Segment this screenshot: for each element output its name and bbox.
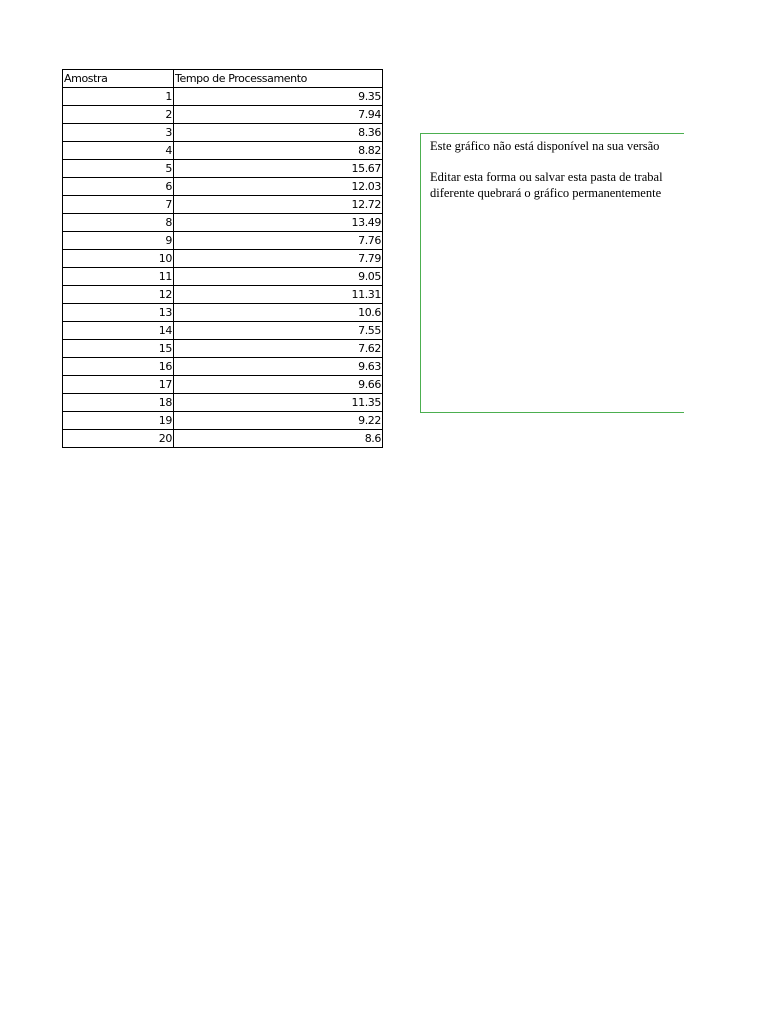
cell-amostra[interactable]: 7 [63,196,174,214]
cell-tempo[interactable]: 15.67 [174,160,383,178]
cell-tempo[interactable]: 10.6 [174,304,383,322]
cell-tempo[interactable]: 9.63 [174,358,383,376]
cell-tempo[interactable]: 7.55 [174,322,383,340]
cell-amostra[interactable]: 14 [63,322,174,340]
cell-tempo[interactable]: 12.03 [174,178,383,196]
cell-tempo[interactable]: 7.76 [174,232,383,250]
cell-tempo[interactable]: 7.79 [174,250,383,268]
cell-amostra[interactable]: 17 [63,376,174,394]
column-header-amostra[interactable]: Amostra [63,70,174,88]
cell-tempo[interactable]: 7.62 [174,340,383,358]
table-header-row [63,70,383,88]
cell-amostra[interactable]: 3 [63,124,174,142]
cell-amostra[interactable]: 9 [63,232,174,250]
cell-amostra[interactable]: 11 [63,268,174,286]
cell-tempo[interactable]: 11.35 [174,394,383,412]
table-row [63,430,383,448]
column-header-tempo[interactable]: Tempo de Processamento [174,70,383,88]
chart-notice-line-1: Este gráfico não está disponível na sua versão [430,139,660,153]
chart-notice-line-3: diferente quebrará o gráfico permanentemente [430,186,662,200]
cell-amostra[interactable]: 18 [63,394,174,412]
cell-amostra[interactable]: 2 [63,106,174,124]
table-row [63,124,383,142]
cell-tempo[interactable]: 8.82 [174,142,383,160]
chart-notice-line-2: Editar esta forma ou salvar esta pasta de trabal [430,170,663,184]
table-row [63,340,383,358]
cell-amostra[interactable]: 13 [63,304,174,322]
cell-tempo[interactable]: 13.49 [174,214,383,232]
chart-unavailable-box[interactable] [420,133,684,413]
cell-amostra[interactable]: 8 [63,214,174,232]
cell-tempo[interactable]: 12.72 [174,196,383,214]
table-row [63,142,383,160]
cell-amostra[interactable]: 5 [63,160,174,178]
notice-spacer [430,154,684,169]
cell-tempo[interactable]: 9.66 [174,376,383,394]
cell-tempo[interactable]: 8.36 [174,124,383,142]
cell-tempo[interactable]: 9.05 [174,268,383,286]
cell-amostra[interactable]: 12 [63,286,174,304]
cell-amostra[interactable]: 1 [63,88,174,106]
table-row [63,106,383,124]
table-row [63,322,383,340]
table-row [63,304,383,322]
cell-tempo[interactable]: 11.31 [174,286,383,304]
table-row [63,214,383,232]
cell-amostra[interactable]: 16 [63,358,174,376]
cell-tempo[interactable]: 8.6 [174,430,383,448]
cell-tempo[interactable]: 9.22 [174,412,383,430]
table-row [63,268,383,286]
cell-amostra[interactable]: 15 [63,340,174,358]
table-row [63,376,383,394]
table-row [63,88,383,106]
cell-tempo[interactable]: 7.94 [174,106,383,124]
cell-amostra[interactable]: 20 [63,430,174,448]
cell-tempo[interactable]: 9.35 [174,88,383,106]
table-row [63,394,383,412]
table-row [63,178,383,196]
cell-amostra[interactable]: 6 [63,178,174,196]
cell-amostra[interactable]: 10 [63,250,174,268]
data-table [62,69,383,448]
table-row [63,358,383,376]
table-body [63,88,383,448]
table-row [63,232,383,250]
table-row [63,286,383,304]
cell-amostra[interactable]: 4 [63,142,174,160]
cell-amostra[interactable]: 19 [63,412,174,430]
table-row [63,250,383,268]
table-row [63,196,383,214]
table-row [63,412,383,430]
table-row [63,160,383,178]
